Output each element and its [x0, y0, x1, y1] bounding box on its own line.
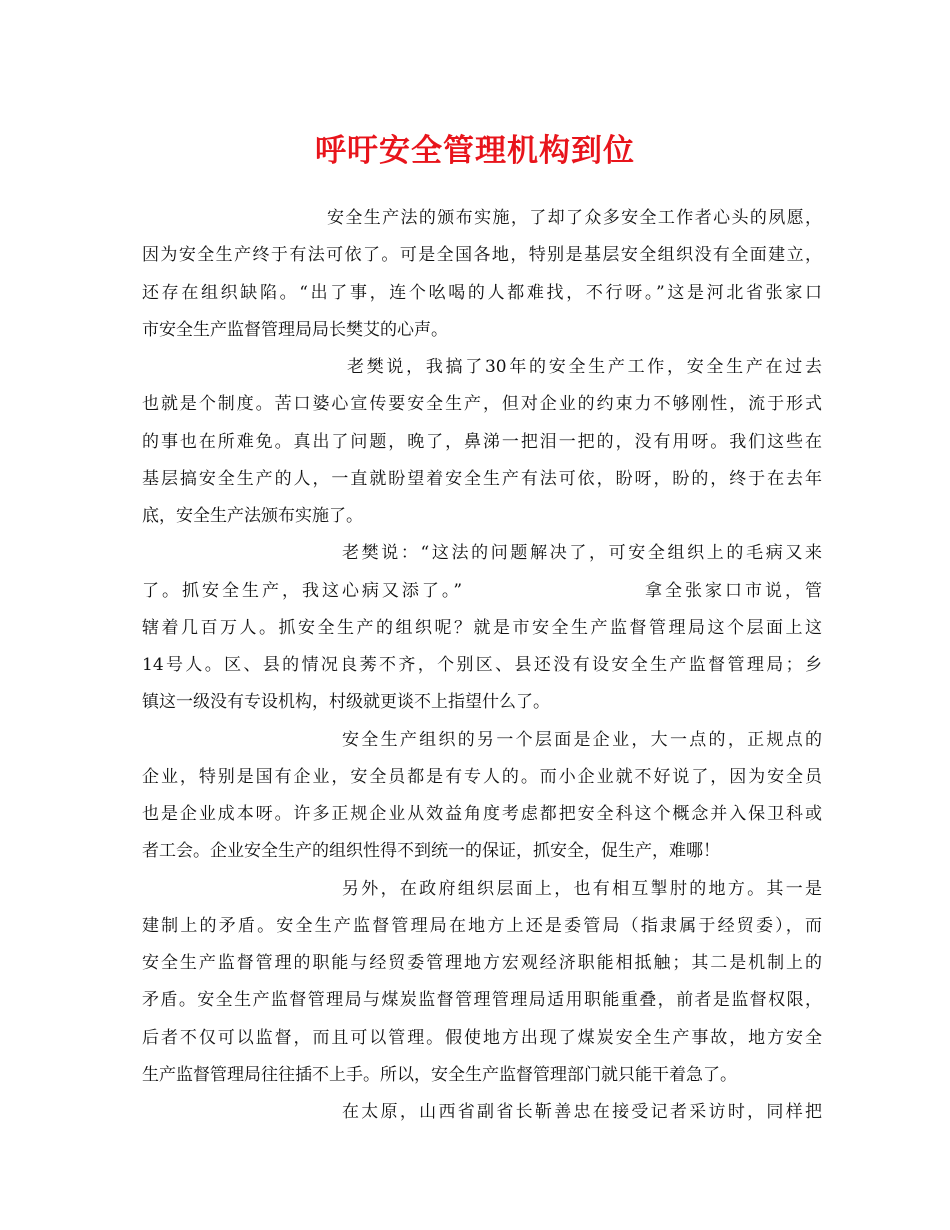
- text-line: 企业，特别是国有企业，安全员都是有专人的。而小企业就不好说了，因为安全员: [142, 766, 822, 787]
- text-line: 安全生产组织的另一个层面是企业，大一点的，正规点的: [342, 729, 822, 750]
- text-line: 因为安全生产终于有法可依了。可是全国各地，特别是基层安全组织没有全面建立，: [142, 245, 822, 266]
- text-line: 了。抓安全生产，我这心病又添了。” 拿全张家口市说，管: [142, 580, 822, 601]
- text-line: 14号人。区、县的情况良莠不齐，个别区、县还没有设安全生产监督管理局；乡: [142, 655, 822, 675]
- text-line: 的事也在所难免。真出了问题，晚了，鼻涕一把泪一把的，没有用呀。我们这些在: [142, 431, 822, 452]
- document-body: [142, 200, 822, 1131]
- text-line: 矛盾。安全生产监督管理局与煤炭监督管理管理局适用职能重叠，前者是监督权限，: [142, 990, 822, 1011]
- text-line: 者工会。企业安全生产的组织性得不到统一的保证，抓安全，促生产，难哪！: [142, 841, 720, 862]
- text-line: 镇这一级没有专设机构，村级就更谈不上指望什么了。: [142, 692, 550, 713]
- text-line: 生产监督管理局往往插不上手。所以，安全生产监督管理部门就只能干着急了。: [142, 1064, 737, 1085]
- text-line: 老樊说，我搞了30年的安全生产工作，安全生产在过去: [347, 357, 822, 377]
- text-line: 后者不仅可以监督，而且可以管理。假使地方出现了煤炭安全生产事故，地方安全: [142, 1027, 822, 1048]
- text-line: 还存在组织缺陷。“出了事，连个吆喝的人都难找，不行呀。”这是河北省张家口: [142, 282, 822, 303]
- text-line: 辖着几百万人。抓安全生产的组织呢？就是市安全生产监督管理局这个层面上这: [142, 617, 822, 638]
- text-line: 老樊说：“这法的问题解决了，可安全组织上的毛病又来: [342, 543, 822, 564]
- text-line: 在太原，山西省副省长靳善忠在接受记者采访时，同样把: [342, 1102, 822, 1122]
- text-line: 安全生产法的颁布实施，了却了众多安全工作者心头的夙愿，: [327, 208, 822, 228]
- document-title: 呼吁安全管理机构到位: [315, 133, 635, 169]
- text-line: 也是企业成本呀。许多正规企业从效益角度考虑都把安全科这个概念并入保卫科或: [142, 804, 822, 824]
- text-line: 市安全生产监督管理局局长樊艾的心声。: [142, 319, 448, 340]
- text-line: 安全生产监督管理的职能与经贸委管理地方宏观经济职能相抵触；其二是机制上的: [142, 953, 822, 973]
- text-line: 基层搞安全生产的人，一直就盼望着安全生产有法可依，盼呀，盼的，终于在去年: [142, 468, 822, 489]
- text-line: 底，安全生产法颁布实施了。: [142, 506, 363, 526]
- text-line: 也就是个制度。苦口婆心宣传要安全生产，但对企业的约束力不够刚性，流于形式: [142, 394, 822, 415]
- text-line: 另外，在政府组织层面上，也有相互掣肘的地方。其一是: [342, 878, 822, 899]
- text-line: 建制上的矛盾。安全生产监督管理局在地方上还是委管局（指隶属于经贸委），而: [142, 915, 822, 936]
